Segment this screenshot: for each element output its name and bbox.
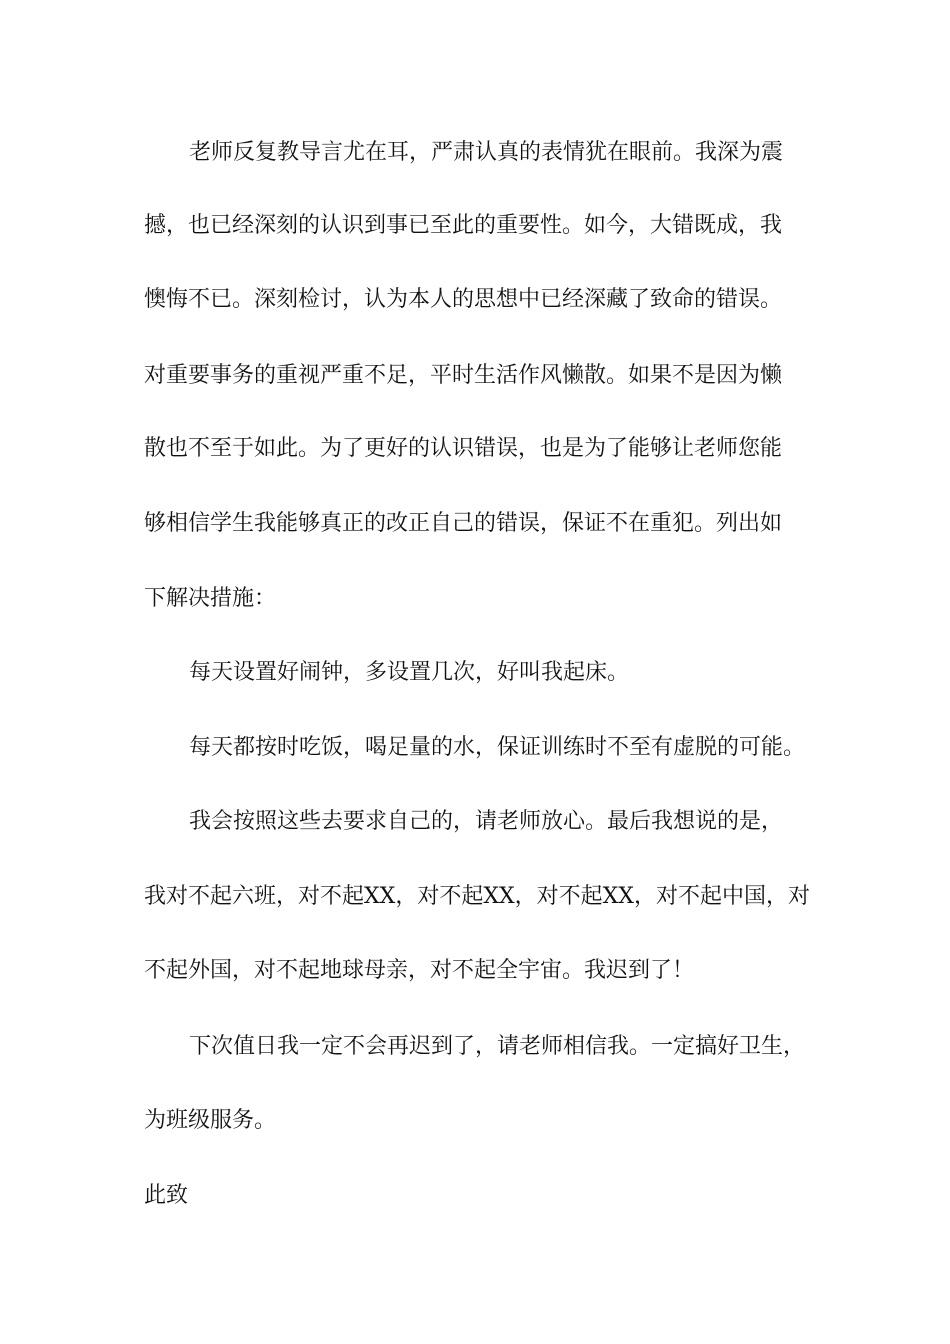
paragraph-1-line-4: 对重要事务的重视严重不足，平时生活作风懒散。如果不是因为懒 <box>144 363 783 388</box>
measure-1: 每天设置好闹钟，多设置几次，好叫我起床。 <box>189 660 630 685</box>
measure-2: 每天都按时吃饭，喝足量的水，保证训练时不至有虚脱的可能。 <box>189 735 806 760</box>
paragraph-1-line-6: 够相信学生我能够真正的改正自己的错误，保证不在重犯。列出如 <box>144 511 783 536</box>
paragraph-3-line-2: 为班级服务。 <box>144 1108 277 1133</box>
paragraph-2-line-2: 我对不起六班，对不起XX，对不起XX，对不起XX，对不起中国，对 <box>144 884 810 909</box>
paragraph-1-line-2: 撼，也已经深刻的认识到事已至此的重要性。如今，大错既成，我 <box>144 213 783 238</box>
paragraph-2-line-1: 我会按照这些去要求自己的，请老师放心。最后我想说的是， <box>189 809 784 834</box>
paragraph-1-line-1: 老师反复教导言尤在耳，严肃认真的表情犹在眼前。我深为震 <box>189 140 784 165</box>
paragraph-1-line-3: 懊悔不已。深刻检讨，认为本人的思想中已经深藏了致命的错误。 <box>144 287 783 312</box>
paragraph-2-line-3: 不起外国，对不起地球母亲，对不起全宇宙。我迟到了！ <box>144 958 695 983</box>
paragraph-1-line-5: 散也不至于如此。为了更好的认识错误，也是为了能够让老师您能 <box>144 436 783 461</box>
closing-salutation: 此致 <box>144 1183 189 1208</box>
paragraph-1-line-7: 下解决措施： <box>144 586 277 611</box>
paragraph-3-line-1: 下次值日我一定不会再迟到了，请老师相信我。一定搞好卫生， <box>189 1034 806 1059</box>
